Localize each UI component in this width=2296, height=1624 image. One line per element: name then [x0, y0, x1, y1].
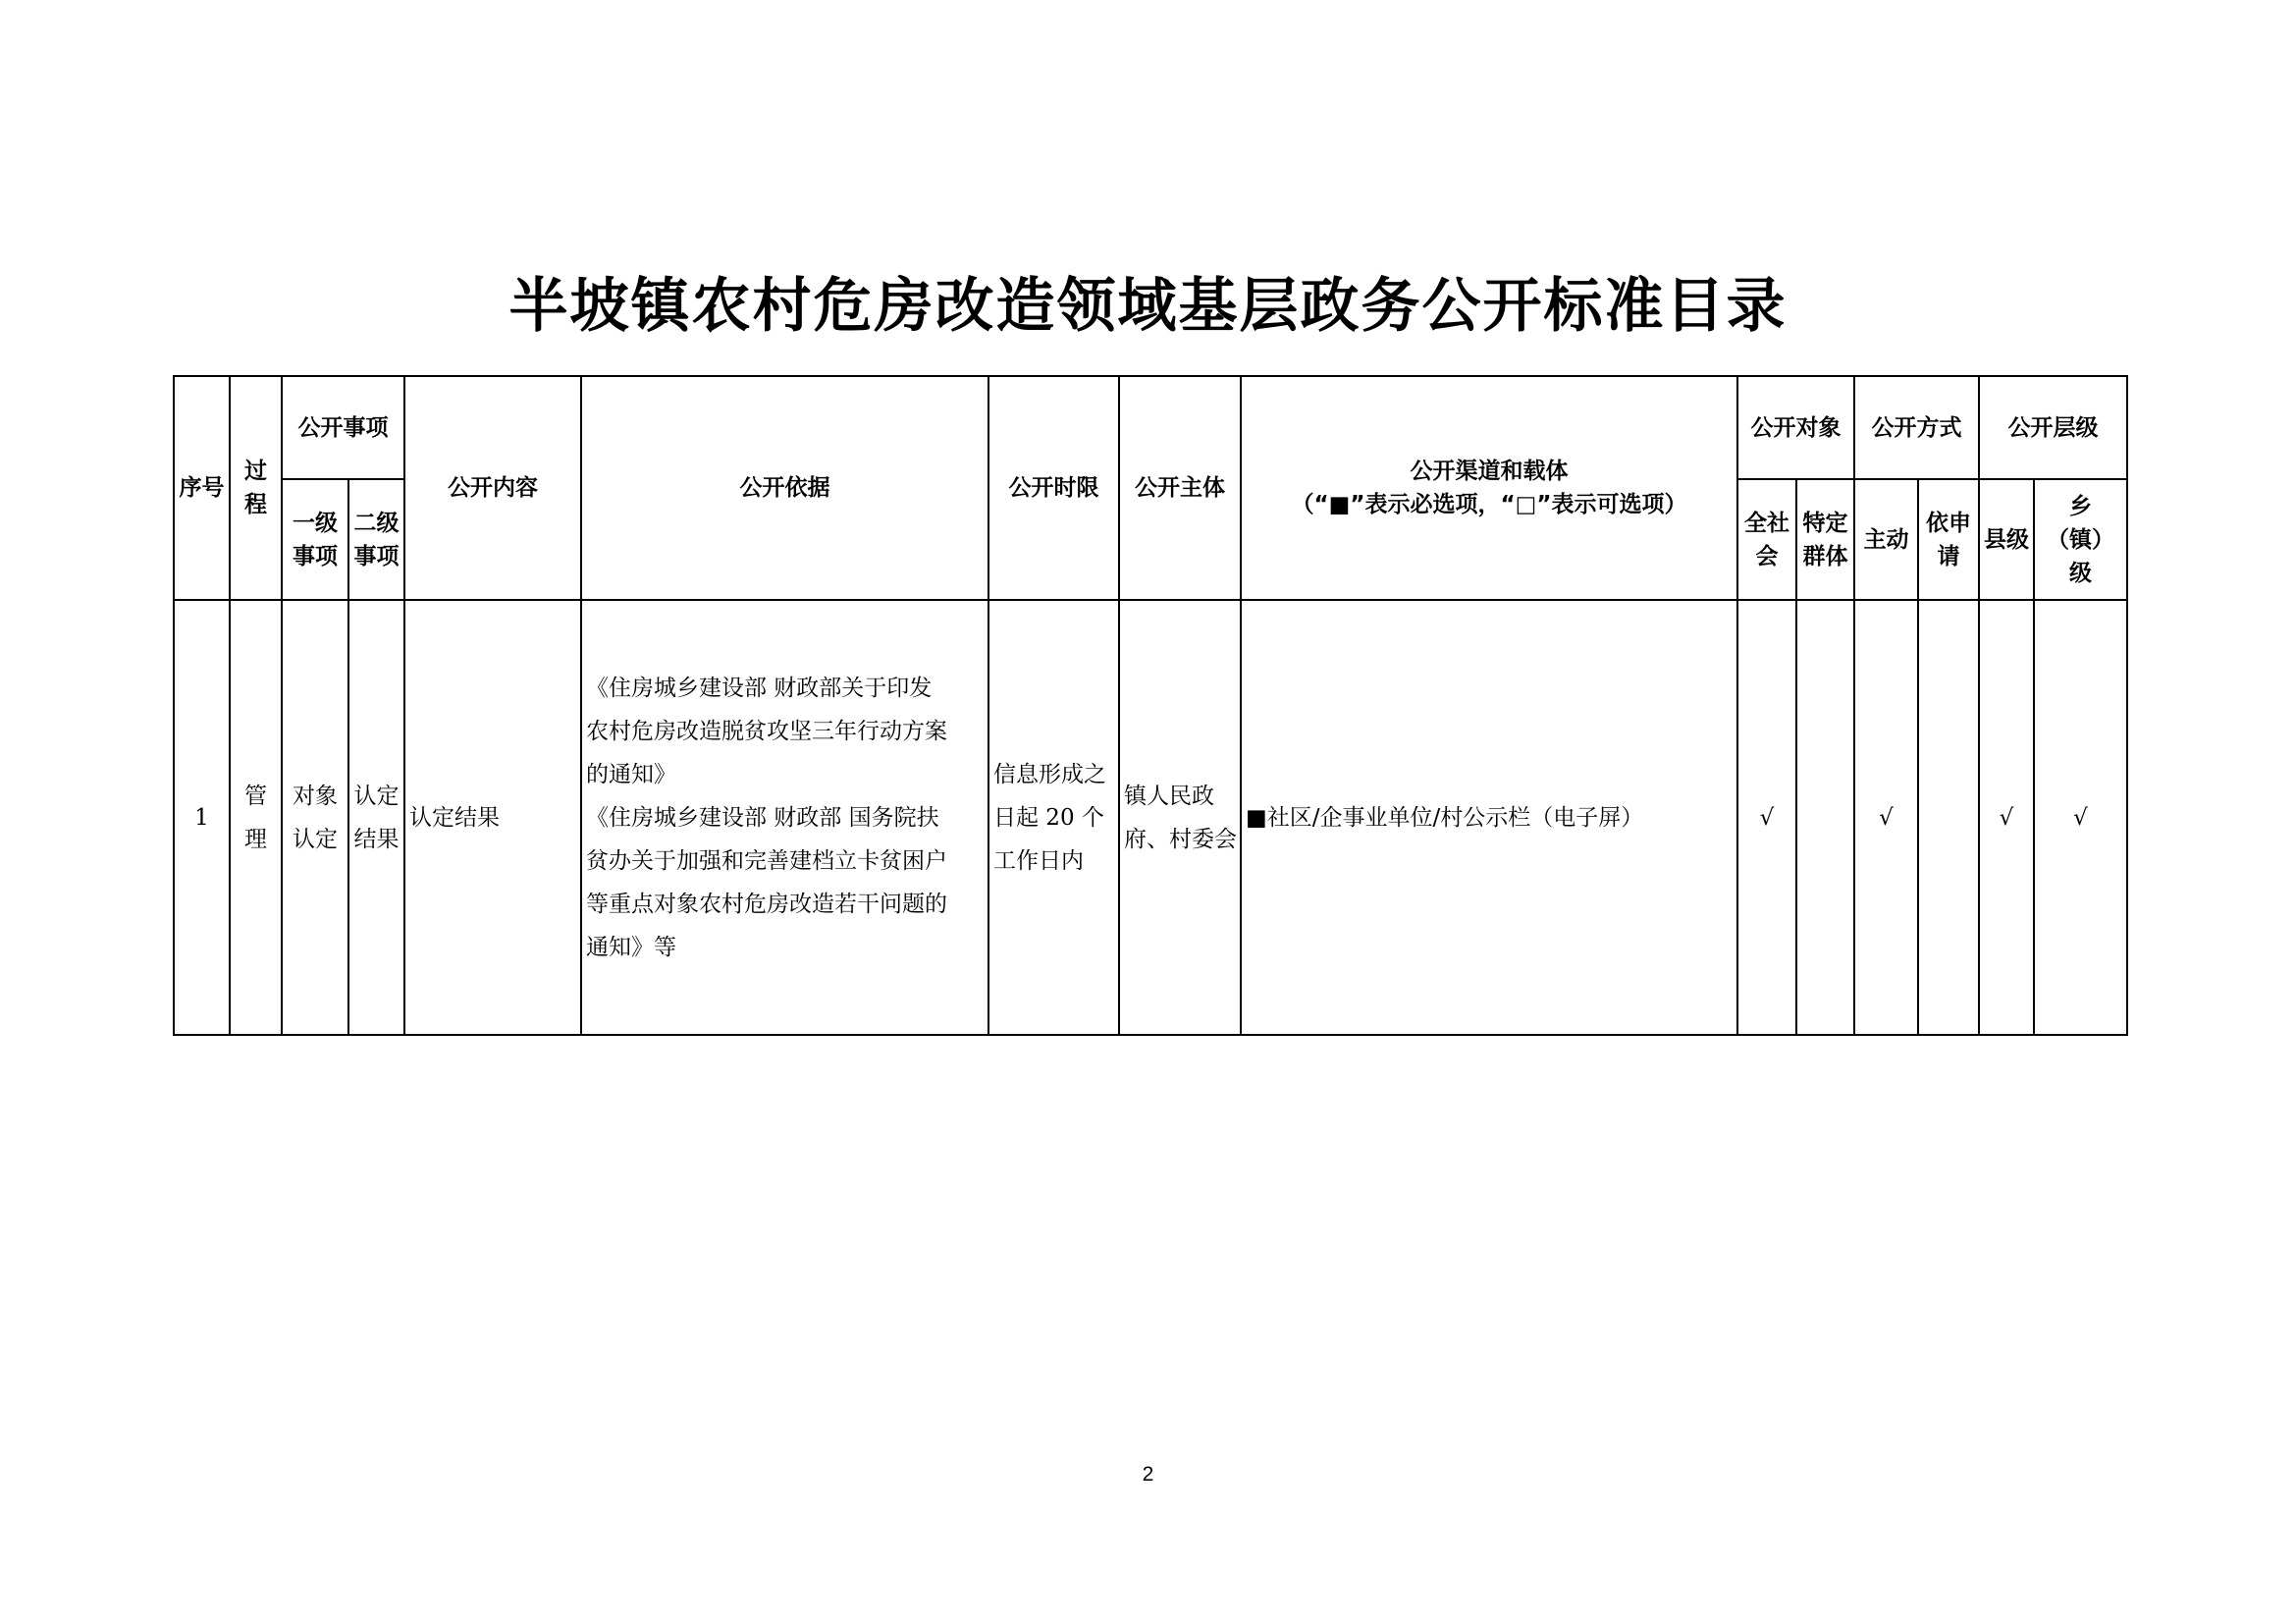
cell-level-county: √ — [1979, 600, 2034, 1035]
cell-seq: 1 — [174, 600, 230, 1035]
cell-level2 — [348, 600, 404, 1035]
basis-line: 《住房城乡建设部 财政部 国务院扶 — [586, 804, 939, 831]
cell-channel: ■社区/企事业单位/村公示栏（电子屏） — [1241, 600, 1737, 1035]
header-content: 公开内容 — [404, 376, 581, 600]
header-method-request — [1918, 479, 1979, 600]
header-level1 — [282, 479, 348, 600]
header-method-request-text: 依申请 — [1926, 509, 1971, 569]
cell-method-request — [1918, 600, 1979, 1035]
cell-level1 — [282, 600, 348, 1035]
cell-level2-text: 认定结果 — [353, 783, 400, 852]
cell-content: 认定结果 — [404, 600, 581, 1035]
cell-level-town: √ — [2034, 600, 2127, 1035]
subject-line: 府、村委会 — [1124, 826, 1237, 852]
header-level2 — [348, 479, 404, 600]
header-level2-text: 二级事项 — [353, 509, 400, 569]
cell-time-limit — [988, 600, 1119, 1035]
header-method-active: 主动 — [1854, 479, 1918, 600]
time-limit-line: 工作日内 — [993, 847, 1084, 874]
header-process — [230, 376, 282, 600]
header-level-county: 县级 — [1979, 479, 2034, 600]
basis-line: 农村危房改造脱贫攻坚三年行动方案 — [586, 718, 947, 744]
header-subject: 公开主体 — [1119, 376, 1241, 600]
basis-line: 贫办关于加强和完善建档立卡贫困户 — [586, 847, 947, 874]
header-time-limit: 公开时限 — [988, 376, 1119, 600]
header-channel-title: 公开渠道和载体 — [1410, 458, 1569, 484]
header-target-specific — [1796, 479, 1854, 600]
cell-target-specific — [1796, 600, 1854, 1035]
cell-method-active: √ — [1854, 600, 1918, 1035]
basis-line: 通知》等 — [586, 934, 676, 960]
header-channel-note: （“■”表示必选项，“□”表示可选项） — [1291, 492, 1687, 517]
header-basis: 公开依据 — [581, 376, 988, 600]
header-level-town-text: 乡（镇）级 — [2047, 492, 2114, 586]
cell-basis — [581, 600, 988, 1035]
header-target-all — [1737, 479, 1796, 600]
header-seq: 序号 — [174, 376, 230, 600]
time-limit-line: 日起 20 个 — [993, 804, 1104, 831]
cell-subject — [1119, 600, 1241, 1035]
header-process-text: 过程 — [244, 458, 267, 517]
cell-process — [230, 600, 282, 1035]
header-target: 公开对象 — [1737, 376, 1854, 479]
catalog-table — [173, 375, 2128, 1036]
basis-line: 等重点对象农村危房改造若干问题的 — [586, 891, 947, 917]
cell-process-text: 管理 — [244, 783, 267, 852]
header-level-town — [2034, 479, 2127, 600]
header-channel — [1241, 376, 1737, 600]
header-row-1 — [174, 376, 2127, 479]
cell-target-all: √ — [1737, 600, 1796, 1035]
page-number: 2 — [1142, 1463, 1154, 1486]
header-level: 公开层级 — [1979, 376, 2127, 479]
header-items: 公开事项 — [282, 376, 404, 479]
subject-line: 镇人民政 — [1124, 783, 1214, 809]
header-target-specific-text: 特定群体 — [1802, 509, 1848, 569]
table-row — [174, 600, 2127, 1035]
basis-line: 《住房城乡建设部 财政部关于印发 — [586, 675, 933, 701]
basis-line: 的通知》 — [586, 761, 676, 787]
header-target-all-text: 全社会 — [1744, 509, 1789, 569]
header-level1-text: 一级事项 — [293, 509, 338, 569]
page-title: 半坡镇农村危房改造领域基层政务公开标准目录 — [508, 272, 1788, 341]
header-method: 公开方式 — [1854, 376, 1979, 479]
time-limit-line: 信息形成之 — [993, 761, 1106, 787]
cell-level1-text: 对象认定 — [293, 783, 338, 852]
